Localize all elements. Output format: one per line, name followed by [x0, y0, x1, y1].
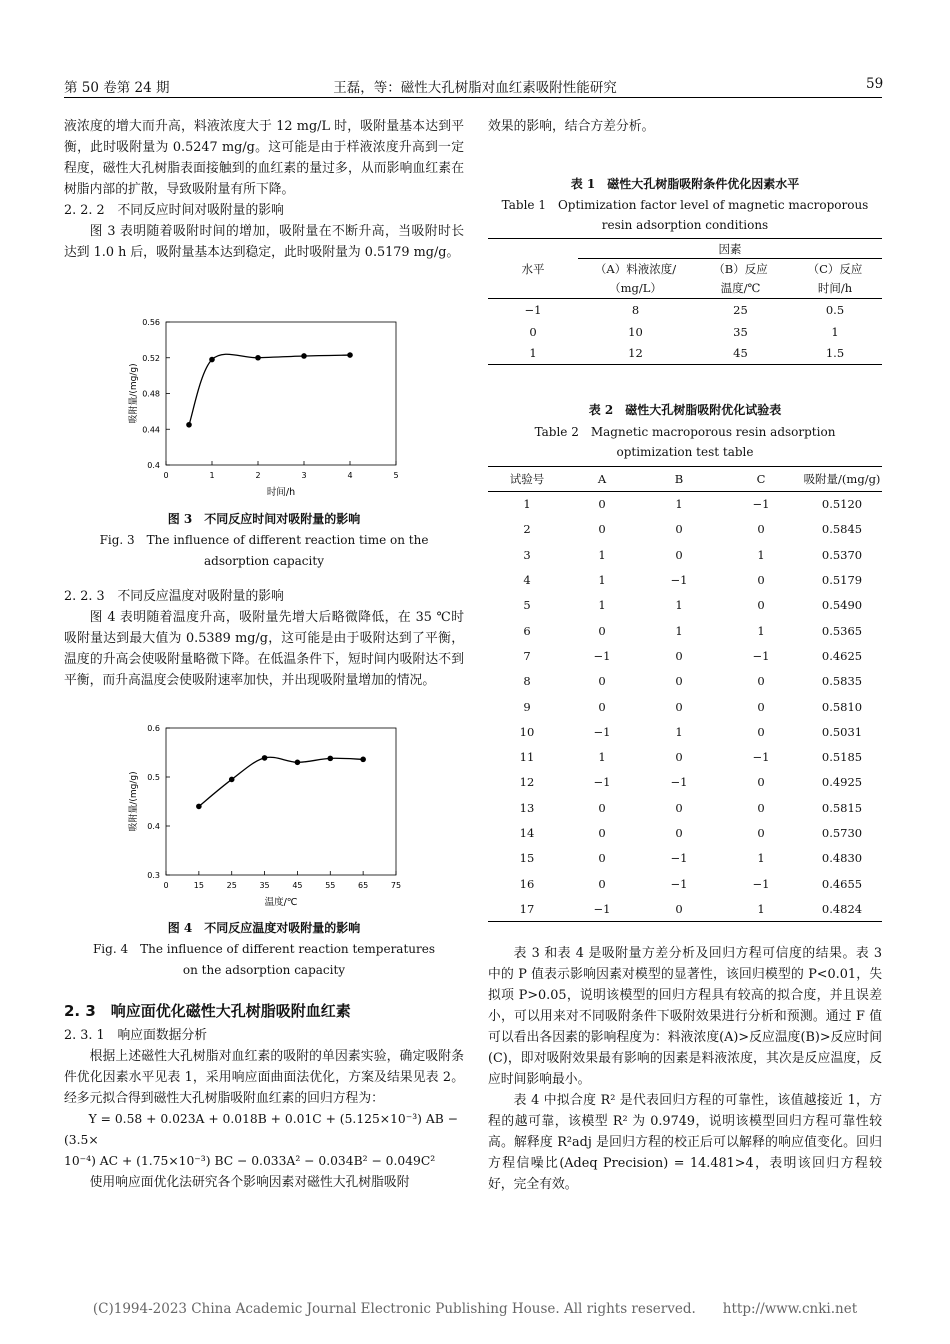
page-number: 59	[866, 76, 884, 92]
table-cell: 11	[519, 750, 535, 765]
y-tick-label: 0.56	[142, 318, 160, 327]
data-point	[347, 352, 353, 358]
fig3-caption-en-2: adsorption capacity	[204, 554, 324, 568]
fig3-caption-en: Fig. 3 The influence of different reaction time on the	[99, 533, 429, 547]
table-cell: 0.5490	[821, 598, 863, 613]
table-cell: 9	[523, 699, 531, 714]
table-cell: 0.4824	[821, 901, 863, 916]
table1-header-b-line1: （B）反应	[713, 261, 768, 276]
right-column-2	[488, 943, 882, 1195]
x-tick-label: 3	[301, 471, 307, 480]
section-heading-2-2-2: 2. 2. 2 不同反应时间对吸附量的影响	[64, 203, 284, 218]
table-row	[488, 871, 882, 896]
y-tick-label: 0.44	[142, 425, 160, 435]
regression-equation-line-2: 10⁻⁴) AC + (1.75×10⁻³) BC − 0.033A² − 0.034B² − 0.049C²	[64, 1154, 436, 1168]
data-point	[301, 353, 307, 359]
table-cell: 0.4655	[821, 876, 863, 891]
x-tick-label: 0	[163, 881, 169, 890]
table-cell: −1	[593, 648, 611, 663]
table-row	[488, 517, 882, 542]
table-cell: 0	[529, 324, 537, 339]
table1-header-a-line1: （A）料液浓度/	[594, 261, 677, 276]
table-cell: 1	[529, 346, 537, 361]
table-cell: 0.5810	[821, 699, 863, 714]
table-cell: 0	[598, 876, 606, 891]
table-cell: 0.5185	[821, 750, 863, 765]
table-cell: 12	[628, 346, 643, 361]
table2-column-header: B	[674, 472, 684, 486]
plot-frame	[166, 728, 396, 875]
table-cell: 16	[519, 876, 535, 891]
table-cell: 3	[523, 547, 531, 562]
table-cell: 45	[733, 346, 748, 361]
y-tick-label: 0.3	[147, 871, 160, 880]
table-cell: 35	[733, 324, 748, 339]
y-tick-label: 0.48	[142, 389, 160, 399]
table-row	[488, 820, 882, 845]
table-row	[488, 744, 882, 769]
fig4-chart	[120, 718, 420, 912]
table-cell: 10	[628, 324, 643, 339]
regression-equation-line-1: Y = 0.58 + 0.023A + 0.018B + 0.01C + (5.125×10⁻³) AB − (3.5×	[64, 1112, 459, 1147]
table2-column-header: 试验号	[509, 472, 545, 486]
data-point	[229, 777, 235, 783]
data-point	[262, 755, 268, 761]
table-cell: 8	[523, 674, 531, 689]
table-row	[488, 492, 882, 517]
table1-header-a	[578, 259, 693, 299]
table-cell: 0	[675, 901, 683, 916]
table-cell: 0.5835	[821, 674, 863, 689]
table-row	[488, 770, 882, 795]
table1-caption-en: Table 1 Optimization factor level of magnetic macroporous	[501, 198, 869, 212]
table-row	[488, 321, 882, 343]
table-cell: 25	[733, 302, 748, 317]
table-cell: 0	[598, 522, 606, 537]
section-heading-2-3-1: 2. 3. 1 响应面数据分析	[64, 1028, 208, 1043]
table2-body	[488, 492, 882, 922]
table-cell: 1	[675, 598, 683, 613]
table-cell: 0	[598, 674, 606, 689]
table1-caption-en-2: resin adsorption conditions	[601, 218, 769, 232]
table1-header-c	[788, 259, 882, 299]
y-axis-label: 吸附量/(mg/g)	[129, 771, 139, 832]
table-cell: 0	[757, 775, 765, 790]
x-tick-label: 15	[193, 881, 204, 890]
paragraph: 表 4 中拟合度 R² 是代表回归方程的可靠性，该值越接近 1，方程的越可靠，该模型 R² 为 0.9749，说明该模型回归方程可靠性较高。解释度 R²adj 是回归方程的校正后可以解释的响应值变化。回归方程信噪比(Adeq Precision) = 14.481>4，表明该回归方程较好，完全有效。	[488, 1093, 882, 1192]
table-cell: 10	[519, 724, 535, 739]
table-cell: 0	[757, 826, 765, 840]
table-cell: 0	[757, 573, 765, 588]
table1-header-a-line2: （mg/L）	[609, 280, 662, 295]
y-tick-label: 0.6	[147, 724, 160, 733]
data-point	[255, 355, 261, 361]
table-row	[488, 669, 882, 694]
table-row	[488, 299, 882, 321]
table-cell: 0	[757, 800, 765, 815]
table-cell: 13	[519, 800, 535, 815]
table2-header-row	[488, 467, 882, 492]
paragraph: 图 3 表明随着吸附时间的增加，吸附量在不断升高，当吸附时长达到 1.0 h 后，吸附量基本达到稳定，此时吸附量为 0.5179 mg/g。	[64, 224, 464, 260]
table-cell: 0.4925	[821, 775, 863, 790]
table-cell: 0.5845	[821, 522, 863, 537]
x-tick-label: 55	[325, 881, 336, 890]
table-cell: 0.5730	[821, 826, 863, 840]
fig3-caption-cn: 图 3 不同反应时间对吸附量的影响	[167, 512, 361, 526]
section-heading-2-2-3: 2. 2. 3 不同反应温度对吸附量的影响	[64, 589, 284, 604]
data-point	[360, 757, 366, 763]
table-cell: −1	[593, 775, 611, 790]
table-cell: 1	[675, 724, 683, 739]
table-row	[488, 643, 882, 668]
table-row	[488, 542, 882, 567]
table2-caption-cn: 表 2 磁性大孔树脂吸附优化试验表	[588, 403, 782, 417]
table-cell: −1	[670, 573, 688, 588]
table-cell: 1	[598, 750, 606, 765]
x-axis-label: 时间/h	[266, 487, 296, 498]
y-tick-label: 0.5	[147, 773, 160, 782]
paragraph: 使用响应面优化法研究各个影响因素对磁性大孔树脂吸附	[89, 1175, 410, 1190]
table-cell: 12	[519, 775, 535, 790]
data-point	[196, 804, 202, 810]
table-cell: 1	[598, 573, 606, 588]
table-cell: −1	[752, 750, 770, 765]
fig4-caption-en-2: on the adsorption capacity	[182, 963, 346, 977]
table-cell: −1	[524, 302, 542, 317]
x-tick-label: 0	[163, 471, 169, 480]
table2-column-header: A	[597, 472, 607, 486]
section-heading-2-3: 2. 3 响应面优化磁性大孔树脂吸附血红素	[64, 1002, 351, 1020]
table-cell: 0	[675, 826, 683, 840]
table-cell: 0	[675, 674, 683, 689]
y-tick-label: 0.4	[147, 822, 160, 831]
table2	[488, 466, 882, 922]
paragraph: 液浓度的增大而升高，料液浓度大于 12 mg/L 时，吸附量基本达到平衡，此时吸附量为 0.5247 mg/g。这可能是由于样液浓度升高到一定程度，磁性大孔树脂表面接触到的血红素的量过多，从而影响血红素在树脂内部的扩散，导致吸附量有所下降。	[64, 119, 464, 197]
table-cell: 1	[523, 497, 531, 512]
table-cell: 1.5	[825, 346, 845, 361]
series-line	[199, 757, 363, 806]
table1-body	[488, 299, 882, 365]
table-cell: 0	[675, 648, 683, 663]
y-tick-label: 0.4	[147, 461, 160, 470]
data-point	[209, 357, 215, 363]
x-tick-label: 4	[347, 471, 353, 480]
table-cell: 0	[757, 522, 765, 537]
table-cell: −1	[752, 876, 770, 891]
table-row	[488, 567, 882, 592]
table-row	[488, 618, 882, 643]
fig4-caption-cn: 图 4 不同反应温度对吸附量的影响	[167, 921, 361, 935]
x-tick-label: 45	[292, 881, 303, 890]
table-cell: 0.5	[825, 302, 845, 317]
table1	[488, 238, 882, 365]
table-cell: 0.5365	[821, 623, 863, 638]
table-cell: −1	[752, 648, 770, 663]
x-tick-label: 35	[259, 881, 270, 890]
table-cell: 1	[757, 623, 765, 638]
table-cell: 1	[757, 901, 765, 916]
table-cell: −1	[752, 497, 770, 512]
table1-header-c-line2: 时间/h	[817, 280, 853, 295]
x-tick-label: 5	[393, 471, 399, 480]
right-column	[488, 116, 882, 137]
table-cell: −1	[670, 775, 688, 790]
journal-issue: 第 50 卷第 24 期	[64, 80, 170, 96]
table-cell: 0.5031	[821, 724, 863, 739]
copyright-footer: (C)1994-2023 China Academic Journal Electronic Publishing House. All rights reserved. http://www.cnki.net	[92, 1301, 858, 1317]
table-cell: 0	[598, 623, 606, 638]
paragraph: 根据上述磁性大孔树脂对血红素的吸附的单因素实验，确定吸附条件优化因素水平见表 1，采用响应面曲面法优化，方案及结果见表 2。经多元拟合得到磁性大孔树脂吸附血红素的回归方程为：	[64, 1049, 464, 1106]
table-cell: 0	[675, 699, 683, 714]
table-cell: 1	[831, 324, 839, 339]
table-cell: 1	[675, 497, 683, 512]
x-axis-label: 温度/℃	[264, 897, 298, 908]
left-column-2	[64, 586, 464, 691]
table-cell: 0	[757, 699, 765, 714]
table-cell: 8	[631, 302, 640, 317]
table-cell: −1	[670, 876, 688, 891]
data-point	[295, 760, 301, 766]
table-cell: 0	[675, 750, 683, 765]
table1-header-c-line1: （C）反应	[807, 261, 863, 276]
left-column-3	[64, 1025, 464, 1193]
table-cell: 1	[757, 547, 765, 562]
table-cell: 0	[598, 851, 606, 866]
table-cell: 0	[598, 800, 606, 815]
table-row	[488, 846, 882, 871]
table-cell: 14	[519, 826, 535, 840]
table-cell: 7	[523, 648, 531, 663]
table-cell: 0.5120	[821, 497, 863, 512]
table-row	[488, 593, 882, 618]
table-cell: 0.4625	[821, 648, 863, 663]
table-row	[488, 719, 882, 744]
table-cell: 5	[523, 598, 531, 613]
x-tick-label: 65	[358, 881, 369, 890]
table-cell: 0	[757, 724, 765, 739]
data-point	[327, 756, 333, 762]
y-axis-label: 吸附量/(mg/g)	[129, 363, 139, 424]
table-cell: 2	[523, 522, 531, 537]
table-cell: 0.5815	[821, 800, 863, 815]
table1-header-factor: 因素	[578, 239, 882, 259]
table1-caption-cn: 表 1 磁性大孔树脂吸附条件优化因素水平	[570, 177, 800, 191]
table-cell: 1	[675, 623, 683, 638]
table-cell: 0.5179	[821, 573, 863, 588]
table-cell: −1	[593, 724, 611, 739]
table-cell: 0	[598, 699, 606, 714]
y-tick-label: 0.52	[142, 353, 160, 363]
table-cell: 1	[757, 851, 765, 866]
table-cell: 0	[598, 826, 606, 840]
table-cell: 0	[757, 674, 765, 689]
table-row	[488, 343, 882, 365]
table1-header-b	[693, 259, 788, 299]
table-row	[488, 795, 882, 820]
table-cell: 0	[675, 547, 683, 562]
running-title: 王磊，等：磁性大孔树脂对血红素吸附性能研究	[333, 80, 617, 96]
x-tick-label: 1	[209, 471, 215, 480]
fig3-chart	[120, 312, 420, 502]
x-tick-label: 25	[226, 881, 237, 890]
table-cell: 0.5370	[821, 547, 863, 562]
table-cell: 1	[598, 598, 606, 613]
table-cell: 4	[523, 573, 531, 588]
table-cell: 15	[519, 851, 535, 866]
table-row	[488, 694, 882, 719]
table2-caption-en: Table 2 Magnetic macroporous resin adsorption	[534, 425, 836, 439]
table2-column-header: 吸附量/(mg/g)	[803, 472, 881, 486]
header-rule	[64, 97, 882, 98]
paragraph: 表 3 和表 4 是吸附量方差分析及回归方程可信度的结果。表 3 中的 P 值表示影响因素对模型的显著性，该回归模型的 P<0.01，失拟项 P>0.05，说明该模型的回归方程具有较高的拟合度，并且误差小，可以用来对不同吸附条件下吸附效果进行分析和预测。通过 F 值可以看出各因素的影响程度为：料液浓度(A)>反应温度(B)>反应时间(C)，即对吸附效果最有影响的因素是料液浓度，其次是反应温度，反应时间影响最小。	[488, 946, 882, 1087]
table-cell: 17	[519, 901, 535, 916]
series-line	[189, 354, 350, 425]
table-row	[488, 896, 882, 921]
x-tick-label: 2	[255, 471, 261, 480]
table-cell: 0	[675, 800, 683, 815]
table2-column-header: C	[756, 472, 766, 486]
table2-caption-en-2: optimization test table	[616, 445, 754, 459]
table-cell: −1	[670, 851, 688, 866]
table1-header-level: 水平	[488, 239, 578, 299]
table-cell: 1	[598, 547, 606, 562]
table-cell: 0	[675, 522, 683, 537]
paragraph: 图 4 表明随着温度升高，吸附量先增大后略微降低，在 35 ℃时吸附量达到最大值为 0.5389 mg/g，这可能是由于吸附达到了平衡，温度的升高会使吸附量略微下降。在低温条件下，短时间内吸附达不到平衡，而升高温度会使吸附速率加快，并出现吸附量增加的情况。	[64, 610, 464, 688]
plot-frame	[166, 322, 396, 465]
paragraph: 效果的影响，结合方差分析。	[488, 119, 655, 134]
fig4-caption-en: Fig. 4 The influence of different reaction temperatures	[92, 942, 436, 956]
table1-header-b-line2: 温度/℃	[720, 280, 761, 295]
table-cell: 6	[523, 623, 531, 638]
left-column	[64, 116, 464, 263]
table-cell: 0.4830	[821, 851, 863, 866]
data-point	[186, 422, 192, 428]
table-cell: 0	[598, 497, 606, 512]
x-tick-label: 75	[390, 881, 402, 890]
table-cell: −1	[593, 901, 611, 916]
table-cell: 0	[757, 598, 765, 613]
